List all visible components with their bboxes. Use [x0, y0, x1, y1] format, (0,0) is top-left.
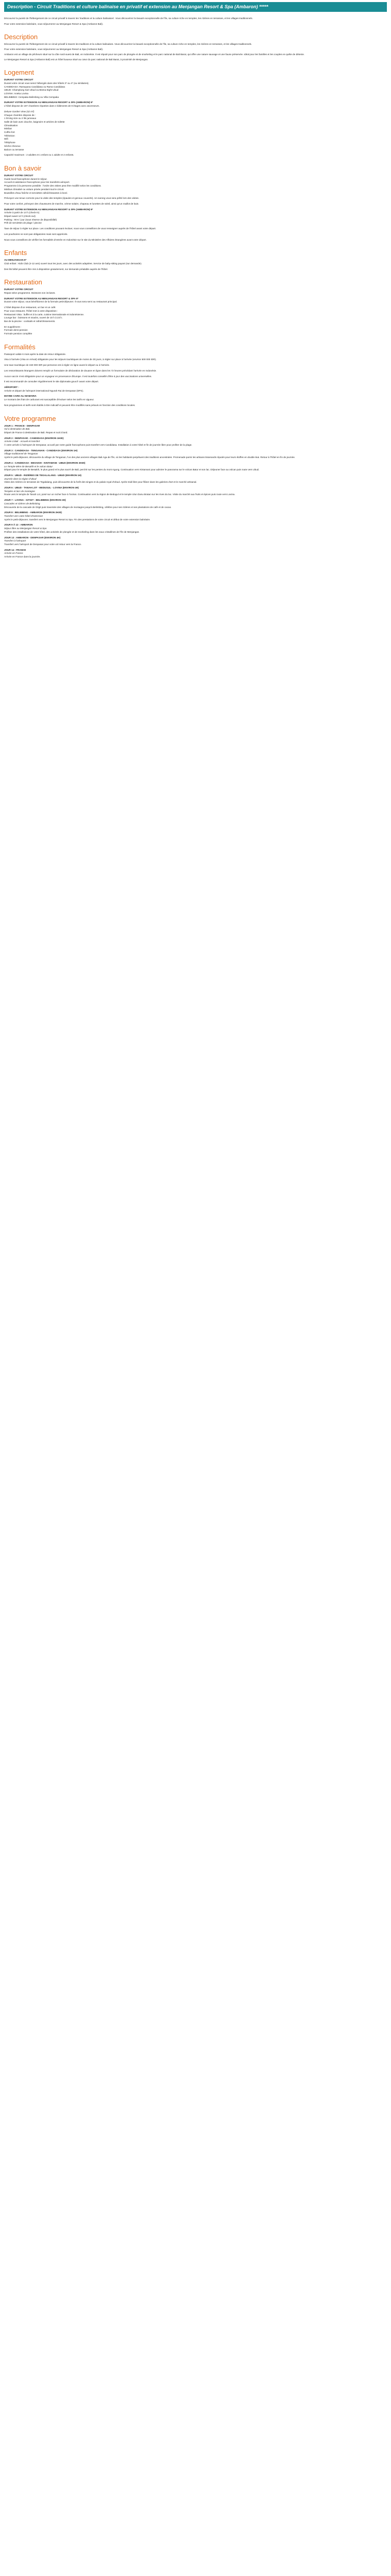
- room-feature: Télévision: [4, 134, 15, 137]
- day-text: Après le petit-déjeuner, découverte du village de Tenganan, l'un des plus anciens villages Bali Aga de l'île, où les habitants perpétuent des traditions ancestrales. Promenade parmi les artisans tisserands réputés pour leurs étoffes en double ikat. Retour à l'hôtel en fin de journée.: [4, 456, 296, 459]
- formalities-block: [4, 353, 387, 408]
- day-label: JOUR 13 : AMBARON - DENPASAR (ENVIRON 4H): [4, 536, 60, 539]
- program-day: [4, 462, 387, 474]
- lodging-extension-label: DURANT VOTRE EXTENSION AU MENJANGAN RESORT & SPA (AMBARON) 5*: [4, 101, 93, 104]
- day-label: JOUR 3 : CANDIDASA - TENGANAN - CANDIDASA (ENVIRON 1H): [4, 449, 78, 452]
- day-title: Transfert vers votre hôtel d'extension: [4, 514, 43, 517]
- section-title-lodging: Logement: [4, 69, 34, 77]
- program-day: [4, 499, 387, 511]
- children-paragraph: Club enfant : Kids Club (4-12 ans) ouvert tous les jours, avec des activités adaptées. Service de baby-sitting payant (sur demande).: [4, 262, 142, 265]
- program-day: [4, 486, 387, 499]
- day-text: Profitez des installations de votre hôtel, des activités de plongée et de snorkeling dans les eaux cristallines de l'île de Menjangan.: [4, 530, 140, 533]
- good-to-know-paragraph: Prévoyez une tenue correcte pour la visite des temples (épaules et genoux couverts). Un sarong vous sera prêté lors des visites.: [4, 197, 139, 200]
- good-to-know-paragraph: Les pourboires ne sont pas obligatoires mais sont appréciés.: [4, 232, 68, 235]
- good-to-know-item: Programme à la personne possible : l'ordre des visites peut être modifié selon les conditions.: [4, 184, 102, 188]
- day-label: JOUR 4 : CANDIDASA - BESAKIH - KINTAMANI - UBUD (ENVIRON 3H30): [4, 461, 86, 464]
- day-label: JOUR 6 : UBUD - TANAH LOT - BEDUGUL - LOVINA (ENVIRON 4H): [4, 486, 79, 489]
- day-label: JOUR 2 : DENPASAR - CANDIDASA (ENVIRON 1H30): [4, 436, 64, 439]
- good-to-know-paragraph: Pour votre confort, prévoyez des chaussures de marche, crème solaire, chapeau et lunettes de soleil, ainsi qu'un maillot de bain.: [4, 202, 139, 205]
- day-label: JOUR 7 : LOVINA - GITGIT - BELIMBING (ENVIRON 3H): [4, 499, 66, 502]
- lodging-item: CANDIDASA: Ramayana Candidasa ou Rama Candidasa: [4, 85, 65, 88]
- intro: [4, 17, 387, 26]
- day-text: Après le petit-déjeuner, transfert vers le Menjangan Resort & Spa. Fin des prestations de votre circuit et début de votre extension balnéaire.: [4, 518, 151, 521]
- formalities-paragraph: Il est recommandé de consulter régulièrement le site diplomatie.gouv.fr avant votre départ.: [4, 380, 99, 383]
- catering-options-label: En supplément :: [4, 325, 22, 328]
- day-text: Visite des rizières en terrasses de Tegalalang, puis découverte de la forêt des singes et du palais royal d'Ubud. Après-midi libre pour flâner dans les galeries d'art et le marché artisanal.: [4, 481, 197, 484]
- good-to-know-item: Guide local francophone durant le séjour.: [4, 177, 47, 180]
- program-day: [4, 449, 387, 462]
- day-label: JOUR 9 À 12 : AMBARON: [4, 523, 33, 527]
- room-feature: 1 lit king size ou 2 lits jumeaux: [4, 117, 37, 120]
- day-title: Transfert à l'aéroport: [4, 539, 26, 543]
- catering-paragraph: Durant votre séjour, vous bénéficierez de la formule petit-déjeuner. Il vous sera servi au restaurant principal.: [4, 300, 118, 303]
- good-to-know-item: Parking : 90 € / jour (sous réserve de disponibilité): [4, 218, 57, 221]
- day-text: À votre arrivée à l'aéroport de Denpasar, accueil par notre guide francophone puis transfert vers Candidasa. Installation à votre hôtel et fin de journée libre pour profiter de la plage.: [4, 444, 192, 447]
- program-block: [4, 425, 387, 559]
- section-title-description: Description: [4, 33, 38, 41]
- catering-paragraph: Repas selon programme. Boissons non incluses.: [4, 292, 56, 295]
- program-day: [4, 511, 387, 523]
- formalities-paragraph: Aucun vaccin n'est obligatoire pour un voyageur en provenance d'Europe. Il est toutefois conseillé d'être à jour des vaccinations universelles.: [4, 375, 152, 378]
- lodging-circuit-label: DURANT VOTRE CIRCUIT: [4, 78, 34, 81]
- program-day: [4, 549, 387, 559]
- good-to-know-item: Minibus climatisé ou voiture privée pendant tout le circuit.: [4, 188, 64, 191]
- day-title: Le Temple-Mère de Besakih et le volcan Batur: [4, 465, 53, 468]
- good-to-know-paragraph: Taxe de séjour à régler sur place. Les conditions pouvant évoluer, nous vous conseillons de vous renseigner auprès de l'hôtel avant votre départ.: [4, 227, 156, 230]
- catering-extension-label: DURANT VOTRE EXTENSION AU MENJANGAN RESORT & SPA 5*: [4, 297, 78, 300]
- catering-option: Formule pension complète: [4, 332, 32, 335]
- page-title: Description - Circuit Traditions et culture balinaise en privatif et extension au Menjangan Resort & Spa (Ambaron) *****: [7, 4, 268, 9]
- fuel-label: MAYBE CARD ALI MAMARIA: [4, 395, 37, 398]
- good-to-know-item: Bouteilles d'eau fraîche et serviettes rafraîchissantes à bord.: [4, 191, 68, 194]
- fuel-paragraph: Le montant des frais de carburant est susceptible d'évoluer selon les tarifs en vigueur.: [4, 398, 94, 401]
- day-label: JOUR 1 : FRANCE - DENPASAR: [4, 424, 40, 427]
- day-text: Route vers le temple de Tanah Lot, posé sur un rocher face à l'océan. Continuation vers la région de Bedugul et le temple Ulun Danu Bratan sur les rives du lac. Visite du marché aux fruits et épices puis route vers Lovina.: [4, 493, 235, 496]
- catering-item: Restaurant Vista : buffet et à la carte, cuisine internationale et indonésienne.: [4, 313, 85, 316]
- lodging-item: UBUD: Champlung Sari Ubud ou Bisma Eight Ubud: [4, 89, 59, 92]
- children-paragraph: Des lits bébé peuvent être mis à disposition gratuitement, sur demande préalable auprès de l'hôtel.: [4, 267, 108, 270]
- program-day: [4, 523, 387, 536]
- lodging-item: BELIMBING: Cempaka Belimbing ou Villa Cempaka: [4, 95, 59, 98]
- formalities-paragraph: Passeport valide 6 mois après la date de retour obligatoire.: [4, 352, 67, 355]
- room-feature: Téléphone: [4, 141, 15, 144]
- lodging-extension-intro: L'hôtel dispose de 197 chambres réparties dans 4 bâtiments de 8 étages avec ascenseurs.: [4, 105, 100, 108]
- day-title: Cascades et rizières de Belimbing: [4, 502, 40, 505]
- description-block: [4, 43, 387, 61]
- room-feature: Balcon ou terrasse: [4, 148, 24, 151]
- program-day: [4, 536, 387, 549]
- room-feature: Climatisation: [4, 124, 18, 127]
- room-feature: Wifi: [4, 138, 8, 141]
- good-to-know-item: Arrivée à partir de 14 h (check-in): [4, 211, 40, 214]
- program-day: [4, 474, 387, 486]
- room-feature: Sèche-cheveux: [4, 144, 21, 147]
- room-feature: Coffre-fort: [4, 131, 15, 134]
- good-to-know-circuit-label: DURANT VOTRE CIRCUIT: [4, 174, 34, 177]
- day-title: Journée dans la région d'Ubud: [4, 477, 37, 480]
- catering-block: [4, 288, 387, 335]
- section-title-catering: Restauration: [4, 278, 42, 286]
- catering-option: Formule demi-pension: [4, 329, 28, 332]
- day-text: Transfert vers l'aéroport de Denpasar pour votre vol retour vers la France.: [4, 543, 82, 546]
- program-day: [4, 437, 387, 449]
- section-title-children: Enfants: [4, 249, 27, 257]
- room-feature: Minibar: [4, 127, 12, 130]
- day-label: JOUR 5 : UBUD - RIZIÈRES DE TEGALALANG - UBUD (ENVIRON 1H): [4, 473, 82, 477]
- catering-circuit-label: DURANT VOTRE CIRCUIT: [4, 288, 34, 291]
- day-label: JOUR 8 : BELIMBING - AMBARON (ENVIRON 2H30): [4, 511, 62, 514]
- program-day: [4, 425, 387, 437]
- description-paragraph: Le Menjangan Resort & Spa (Ambaron Bali) est un hôtel luxueux situé au cœur du parc national de Bali Barat, à proximité de Menjangan.: [4, 58, 149, 61]
- good-to-know-item: Prêt de serviettes de plage / piscine: [4, 222, 42, 225]
- day-text: Départ de France à destination de Bali. Repas et nuit à bord.: [4, 431, 68, 434]
- day-title: Temples et lacs de montagne: [4, 489, 35, 493]
- section-title-program: Votre programme: [4, 414, 56, 422]
- children-block: [4, 259, 387, 271]
- day-text: Départ pour le temple de Besakih, le plus grand et le plus sacré de Bali, perché sur les pentes du mont Agung. Continuation vers Kintamani pour admirer le panorama sur le volcan Batur et son lac. Déjeuner face au volcan puis route vers Ubud.: [4, 468, 259, 471]
- day-text: Découverte de la cascade de Gitgit puis traversée des villages de montagne jusqu'à Belimbing, célèbre pour ses rizières et ses plantations de café et de cacao.: [4, 505, 172, 509]
- section-title-formalities: Formalités: [4, 343, 36, 351]
- formalities-paragraph: Les ressortissants étrangers doivent remplir un formulaire de déclaration de douane en ligne dans les 72 heures précédant l'arrivée en Indonésie.: [4, 369, 157, 372]
- room-intro: Chaque chambre dispose de :: [4, 113, 36, 116]
- catering-item: L'hôtel dispose d'un restaurant, un bar et un café.: [4, 306, 56, 309]
- day-title: Arrivée à Bali - Accueil et transfert: [4, 440, 40, 443]
- day-label: JOUR 14 : FRANCE: [4, 548, 26, 551]
- page: [0, 2, 391, 567]
- intro-paragraph: Découvrez la pureté de l'hébergement de ce circuit privatif à travers les 'traditions et la culture balinaises'. Vous découvrirez la beauté exceptionnelle de l'île, sa culture riche en temples, les rizières en terrasses, et les villages traditionnels.: [4, 17, 253, 20]
- day-title: Arrivée en France: [4, 552, 23, 555]
- section-title-good-to-know: Bon à savoir: [4, 164, 42, 172]
- good-to-know-extension-label: DURANT VOTRE EXTENSION AU MENJANGAN RESORT & SPA (AMBARON) 5*: [4, 208, 93, 211]
- description-paragraph: Découvrez la pureté de l'hébergement de ce circuit privatif à travers les traditions et la culture balinaises. Vous découvrirez la beauté exceptionnelle de l'île, sa culture riche en temples, les rizières en terrasses, et les villages traditionnels.: [4, 43, 252, 46]
- catering-item: Pour vous restaurer, l'hôtel met à votre disposition :: [4, 309, 58, 312]
- catering-item: Lounge bar : boissons et snacks, ouvert de 10 h à 23 h.: [4, 316, 63, 319]
- good-to-know-paragraph: Nous vous conseillons de vérifier les formalités d'entrée en Indonésie sur le site du Ministère des Affaires étrangères avant votre départ.: [4, 238, 147, 241]
- good-to-know-item: Accueil et assistance francophone pour les transferts aéroport.: [4, 181, 70, 184]
- day-title: Vol à destination de Bali.: [4, 428, 30, 431]
- lodging-item: LOVINA: Aneka Lovina: [4, 92, 28, 95]
- airport-label: AÉROPORT :: [4, 386, 19, 388]
- room-capacity: Capacité maximum : 2 adultes et 1 enfant ou 1 adulte et 2 enfants.: [4, 154, 74, 157]
- intro-paragraph: Pour votre extension balnéaire, vous séjournerez au Menjangan Resort & Spa (Ambaron Bali).: [4, 22, 104, 25]
- good-to-know-block: [4, 174, 387, 242]
- formalities-paragraph: Une taxe touristique de 150 000 IDR par personne est à régler en ligne avant le départ ou à l'arrivée.: [4, 364, 110, 367]
- day-text: Arrivée en France dans la journée.: [4, 555, 41, 558]
- note-paragraph: Nos programmes et tarifs sont établis à titre indicatif et peuvent être modifiés sans préavis en fonction des conditions locales.: [4, 403, 136, 406]
- children-label: AU MENJANGAN 5*: [4, 259, 27, 262]
- room-feature: Salle de bain avec douche, baignoire et articles de toilette: [4, 120, 65, 123]
- lodging-block: [4, 78, 387, 157]
- lodging-circuit-intro: Durant votre circuit vous serez hébergés dans des hôtels 3* ou 4* (ou similaires).: [4, 81, 89, 84]
- header-banner: [4, 2, 387, 12]
- day-title: Village traditionnel de Tenganan: [4, 452, 38, 455]
- catering-item: Bar de la piscine : cocktails et rafraîchissements.: [4, 319, 56, 323]
- formalities-paragraph: Visa à l'arrivée (Visa on Arrival) obligatoire pour les séjours touristiques de moins de 30 jours, à régler sur place à l'arrivée (environ 500 000 IDR).: [4, 358, 157, 361]
- room-type: Deluxe Garden View (42 m²): [4, 110, 35, 113]
- description-paragraph: Pour votre extension balnéaire, vous séjournerez au Menjangan Resort & Spa (Ambaron Bali).: [4, 48, 104, 51]
- airport-paragraph: Arrivée et départ de l'aéroport international Ngurah Rai de Denpasar (DPS).: [4, 389, 84, 392]
- description-paragraph: Ambaron est un village de pêcheurs situé sur la côte nord-ouest de Bali, en Indonésie. Il est réputé pour son parc de plongée et de snorkeling et le parc national de Bali Barat, qui offre une nature sauvage et une faune préservée. Idéal pour les familles et les couples en quête de détente.: [4, 53, 305, 56]
- good-to-know-item: Départ avant 12 h (check-out): [4, 215, 36, 218]
- day-title: Séjour libre au Menjangan Resort & Spa: [4, 527, 47, 530]
